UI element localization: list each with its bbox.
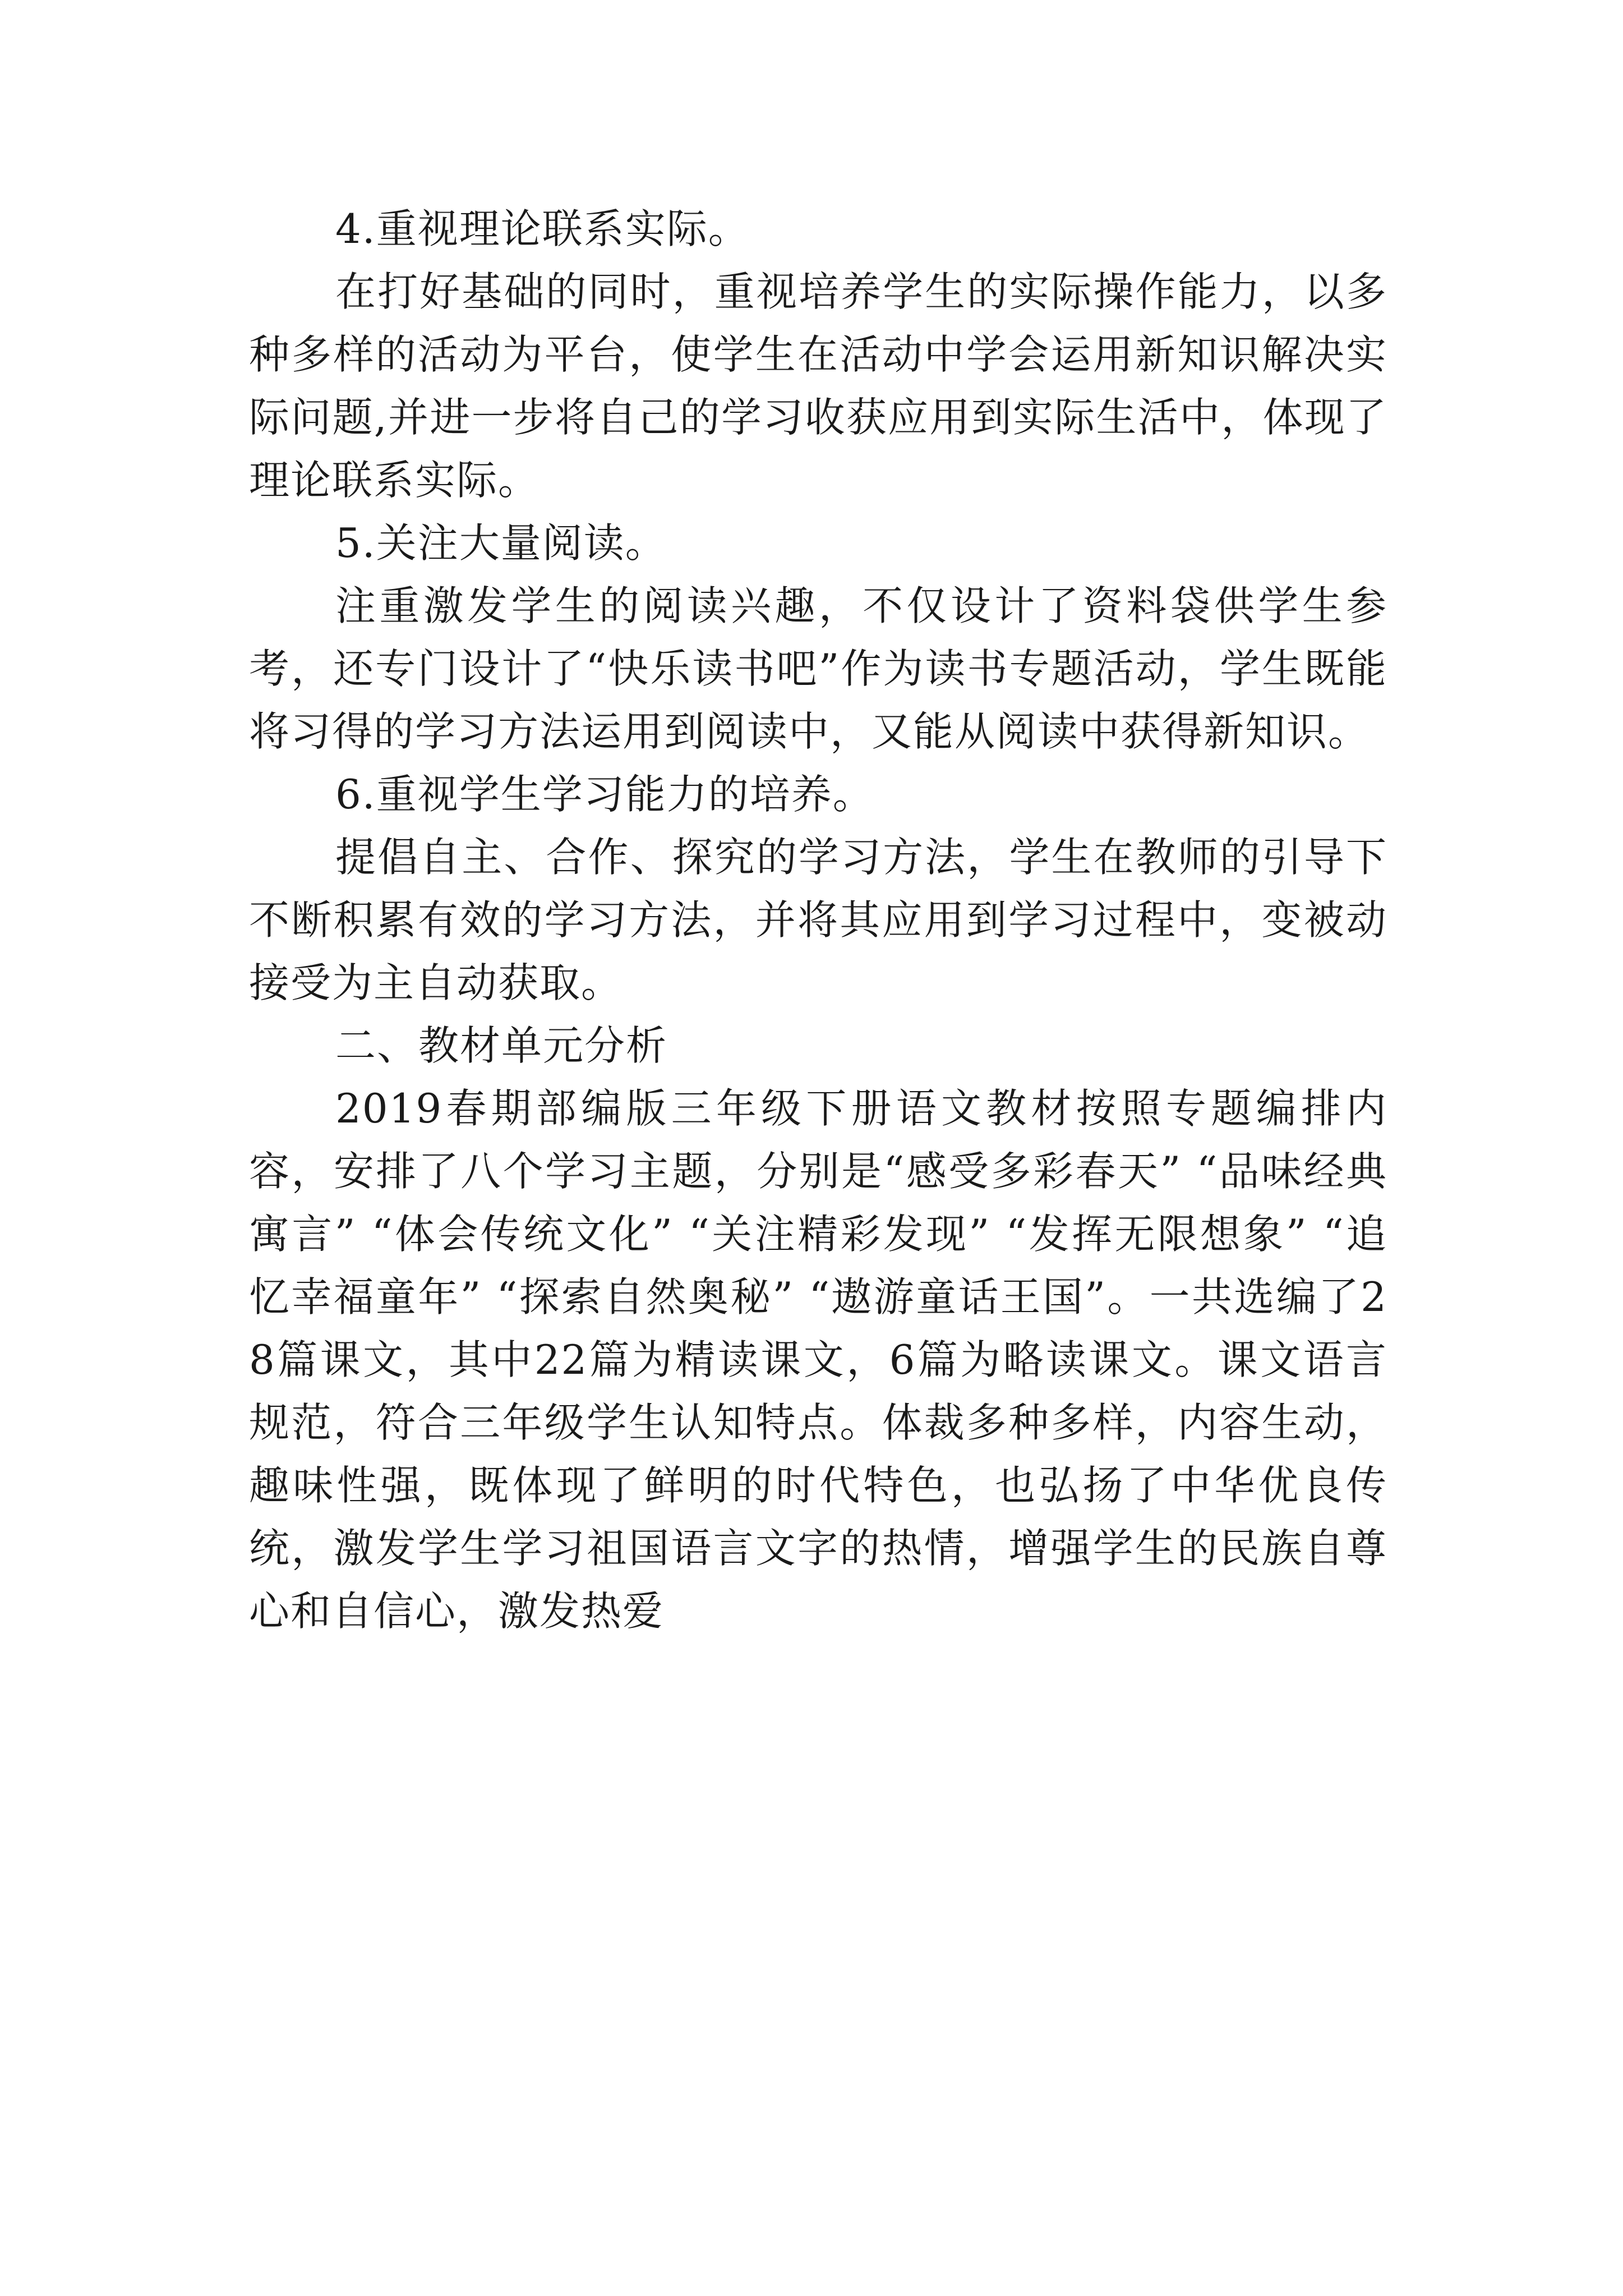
section-heading-4: 4.重视理论联系实际。 <box>335 205 750 252</box>
document-body <box>249 197 1387 1642</box>
section-paragraph-unit-analysis: 2019春期部编版三年级下册语文教材按照专题编排内容，安排了八个学习主题，分别是“感受多彩春天” “品味经典寓言” “体会传统文化” “关注精彩发现” “发挥无限想象” “追忆幸福童年” “探索自然奥秘” “遨游童话王国”。一共选编了28篇课文，其中22篇为精读课文，6篇为略读课文。课文语言规范，符合三年级学生认知特点。体裁多种多样，内容生动，趣味性强，既体现了鲜明的时代特色，也弘扬了中华优良传统，激发学生学习祖国语言文字的热情，增强学生的民族自尊心和自信心，激发热爱 <box>249 1085 1387 1635</box>
section-paragraph-4: 在打好基础的同时，重视培养学生的实际操作能力，以多种多样的活动为平台，使学生在活动中学会运用新知识解决实际问题,并进一步将自己的学习收获应用到实际生活中，体现了理论联系实际。 <box>249 268 1387 504</box>
section-paragraph-6: 提倡自主、合作、探究的学习方法，学生在教师的引导下不断积累有效的学习方法，并将其应用到学习过程中，变被动接受为主自动获取。 <box>249 834 1387 1006</box>
section-heading-unit-analysis: 二、教材单元分析 <box>335 1022 668 1069</box>
section-paragraph-5: 注重激发学生的阅读兴趣，不仅设计了资料袋供学生参考，还专门设计了“快乐读书吧”作为读书专题活动，学生既能将习得的学习方法运用到阅读中，又能从阅读中获得新知识。 <box>249 582 1387 755</box>
section-heading-5: 5.关注大量阅读。 <box>335 519 667 567</box>
section-heading-6: 6.重视学生学习能力的培养。 <box>335 771 874 818</box>
